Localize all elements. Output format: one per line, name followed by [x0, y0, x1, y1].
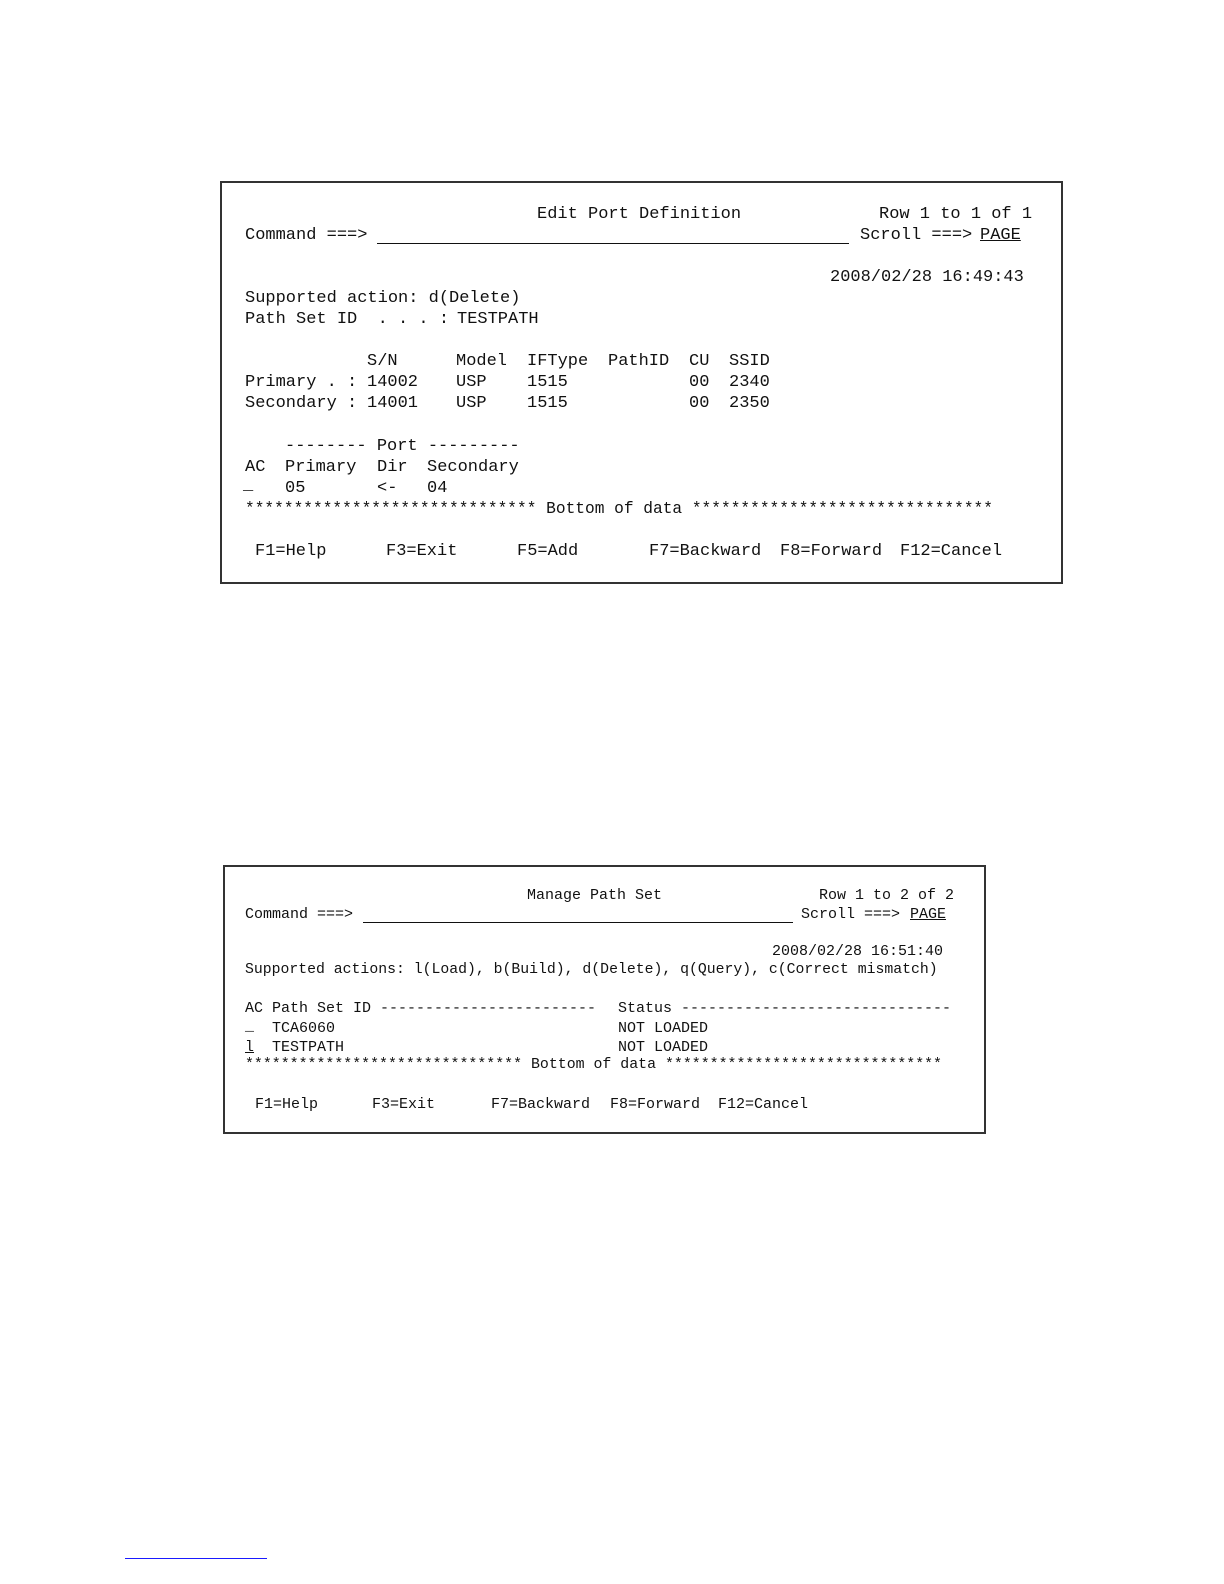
f7-backward-key[interactable]: F7=Backward — [491, 1096, 591, 1113]
path-set-status-1: NOT LOADED — [618, 1020, 709, 1037]
secondary-cu: 00 — [689, 394, 710, 413]
list-header-left: AC Path Set ID ------------------------ — [245, 1000, 597, 1017]
port-header: -------- Port --------- — [285, 437, 520, 456]
secondary-iftype: 1515 — [527, 394, 568, 413]
secondary-ssid: 2350 — [729, 394, 770, 413]
f7-backward-key[interactable]: F7=Backward — [649, 542, 762, 561]
port-action-field[interactable]: _ — [243, 476, 254, 495]
row-info: Row 1 to 2 of 2 — [819, 887, 955, 904]
manage-path-set-panel — [223, 865, 986, 1134]
supported-action: Supported action: d(Delete) — [245, 289, 521, 308]
col-pathid: PathID — [608, 352, 670, 371]
secondary-model: USP — [456, 394, 487, 413]
footnote-divider — [125, 1558, 267, 1559]
path-set-status-2: NOT LOADED — [618, 1039, 709, 1056]
row-info: Row 1 to 1 of 1 — [879, 205, 1033, 224]
col-model: Model — [456, 352, 508, 371]
primary-ssid: 2340 — [729, 373, 770, 392]
path-set-id-1: TCA6060 — [272, 1020, 336, 1037]
timestamp: 2008/02/28 16:51:40 — [772, 943, 944, 960]
f3-exit-key[interactable]: F3=Exit — [372, 1096, 436, 1113]
f12-cancel-key[interactable]: F12=Cancel — [900, 542, 1003, 561]
primary-sn: 14002 — [367, 373, 419, 392]
primary-model: USP — [456, 373, 487, 392]
col-cu: CU — [689, 352, 710, 371]
f3-exit-key[interactable]: F3=Exit — [386, 542, 458, 561]
bottom-of-data: ******************************* Bottom of data ******************************* — [245, 1057, 942, 1073]
secondary-sn: 14001 — [367, 394, 419, 413]
command-label: Command ===> — [245, 906, 354, 923]
f8-forward-key[interactable]: F8=Forward — [610, 1096, 701, 1113]
command-label: Command ===> — [245, 226, 368, 245]
scroll-value-field[interactable]: PAGE — [910, 906, 947, 923]
f1-help-key[interactable]: F1=Help — [255, 1096, 319, 1113]
port-col-secondary: Secondary — [427, 458, 519, 477]
supported-actions: Supported actions: l(Load), b(Build), d(Delete), q(Query), c(Correct mismatch) — [245, 962, 938, 978]
port-col-dir: Dir — [377, 458, 408, 477]
col-sn: S/N — [367, 352, 398, 371]
port-col-ac: AC — [245, 458, 266, 477]
port-primary-value: 05 — [285, 479, 306, 498]
primary-iftype: 1515 — [527, 373, 568, 392]
row-action-field-1[interactable]: _ — [245, 1018, 255, 1035]
edit-port-definition-panel — [220, 181, 1063, 584]
timestamp: 2008/02/28 16:49:43 — [830, 268, 1024, 287]
row-action-field-2[interactable]: l — [245, 1039, 255, 1056]
col-ssid: SSID — [729, 352, 770, 371]
command-input[interactable] — [363, 922, 793, 923]
primary-cu: 00 — [689, 373, 710, 392]
scroll-value-field[interactable]: PAGE — [980, 226, 1021, 245]
path-set-id-2: TESTPATH — [272, 1039, 345, 1056]
f8-forward-key[interactable]: F8=Forward — [780, 542, 883, 561]
row-label-secondary: Secondary : — [245, 394, 358, 413]
panel-title: Manage Path Set — [527, 887, 663, 904]
path-set-label: Path Set ID . . . : — [245, 310, 450, 329]
port-dir-value: <- — [377, 479, 398, 498]
row-label-primary: Primary . : — [245, 373, 358, 392]
command-input[interactable] — [377, 243, 849, 244]
path-set-value: TESTPATH — [457, 310, 539, 329]
list-header-right: Status ------------------------------ — [618, 1000, 952, 1017]
panel-title: Edit Port Definition — [537, 205, 742, 224]
scroll-label: Scroll ===> — [860, 226, 973, 245]
scroll-label: Scroll ===> — [801, 906, 901, 923]
bottom-of-data: ****************************** Bottom of data ******************************* — [245, 500, 993, 518]
port-col-primary: Primary — [285, 458, 357, 477]
col-iftype: IFType — [527, 352, 589, 371]
f5-add-key[interactable]: F5=Add — [517, 542, 579, 561]
f12-cancel-key[interactable]: F12=Cancel — [718, 1096, 809, 1113]
port-secondary-value: 04 — [427, 479, 448, 498]
f1-help-key[interactable]: F1=Help — [255, 542, 327, 561]
